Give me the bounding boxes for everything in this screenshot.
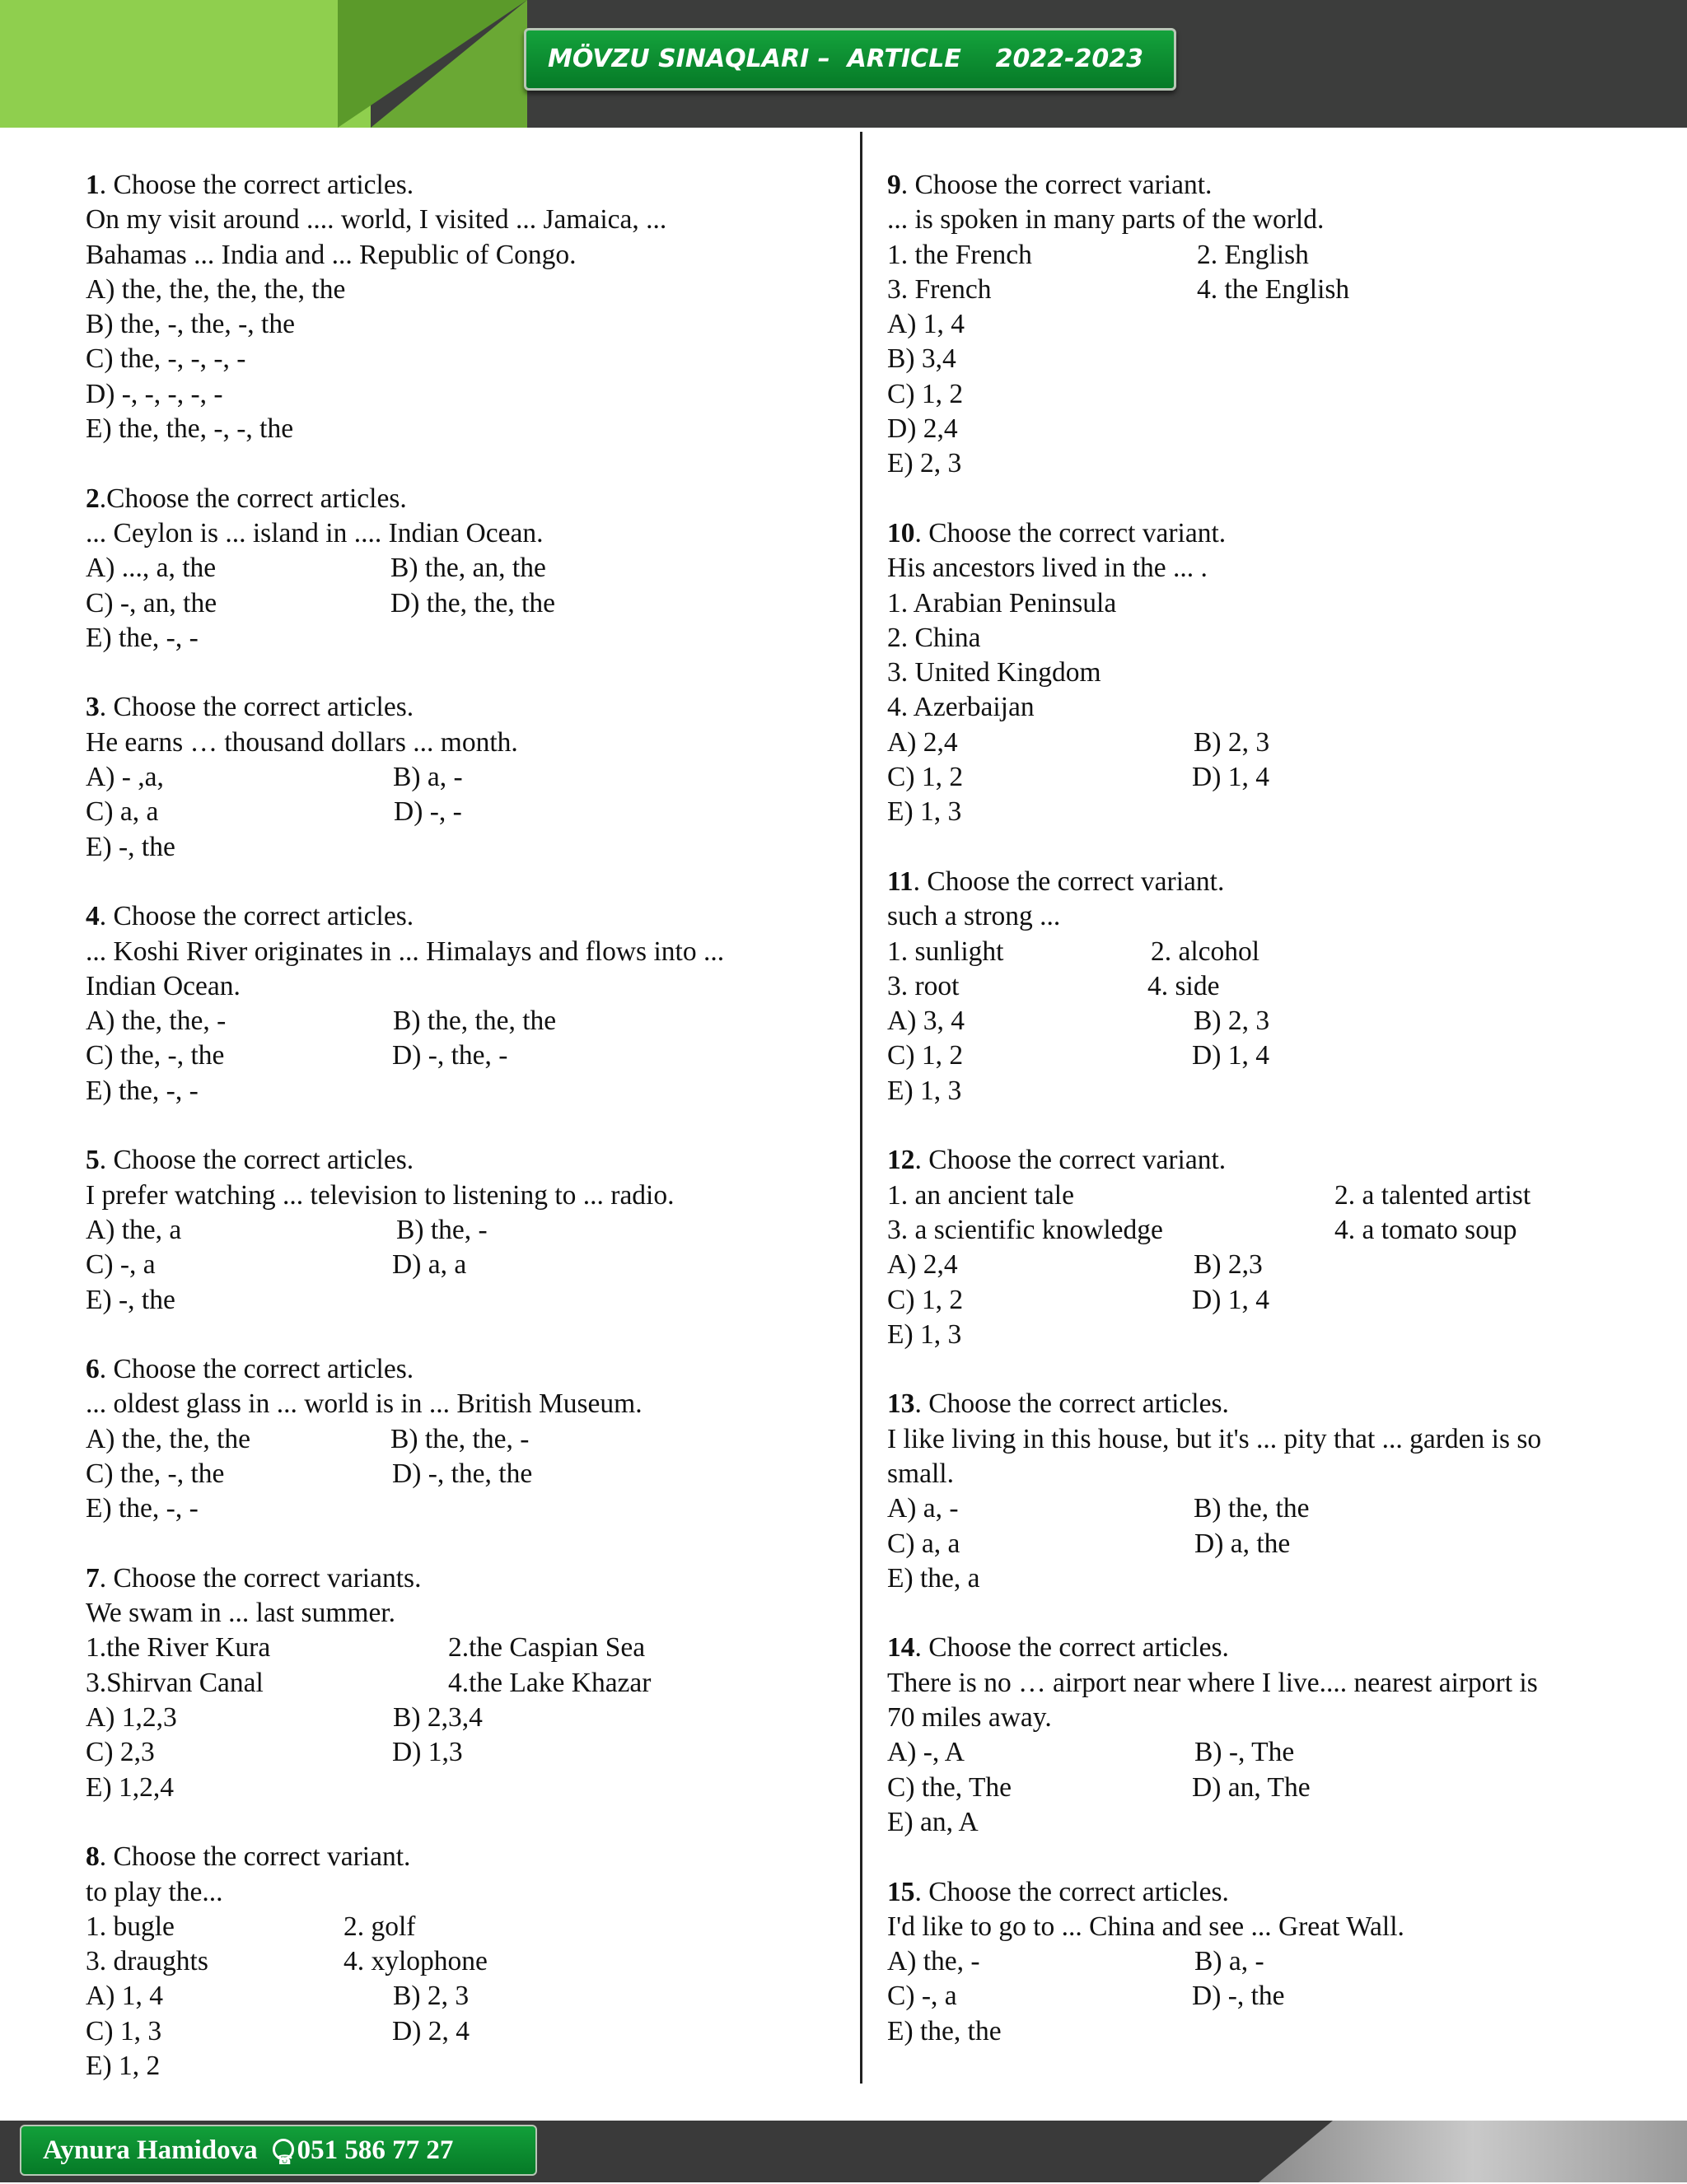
option-right: D) -, the [1192,1981,1285,2012]
option-right: D) 2, 4 [392,2015,470,2046]
option-pair [86,551,852,586]
option-right: B) -, The [1194,1737,1295,1768]
option-right: B) 2,3,4 [393,1702,483,1734]
option-right: B) 2, 3 [1194,726,1270,758]
question-line: E) 2, 3 [887,448,962,479]
option-left: 3.Shirvan Canal [86,1667,264,1698]
option-left: 1. bugle [86,1911,175,1942]
question-prompt [86,1840,852,1874]
question-prompt [887,1143,1653,1178]
option-pair [86,1038,852,1073]
question-instruction: . Choose the correct articles. [99,692,414,723]
option-right: B) the, the, the [393,1006,557,1037]
header-green-triangle-mid [371,0,527,128]
question-line: E) an, A [887,1806,979,1837]
question-prompt [86,1561,852,1596]
option-left: A) the, the, - [86,1006,227,1037]
option-left: A) - ,a, [86,762,164,793]
question-line: I prefer watching ... television to listening to ... radio. [86,1179,675,1211]
question-line: E) 1,2,4 [86,1771,174,1803]
question-instruction: . Choose the correct variant. [913,866,1225,897]
option-pair [887,1944,1653,1979]
option-pair [86,1457,852,1491]
option-left: C) 2,3 [86,1737,155,1768]
option-left: 1. an ancient tale [887,1179,1074,1211]
author-phone: 051 586 77 27 [297,2135,454,2165]
question-number: 8 [86,1841,100,1873]
option-left: 1.the River Kura [86,1632,271,1664]
question-instruction: . Choose the correct articles. [99,1354,414,1385]
question-line: I like living in this house, but it's ... pity that ... garden is so [887,1423,1542,1454]
option-left: 3. French [887,273,992,305]
question-line: E) 1, 2 [86,2051,161,2082]
option-right: 4. a tomato soup [1334,1214,1517,1245]
question-instruction: . Choose the correct articles. [99,170,414,200]
question-prompt [887,1387,1653,1421]
question-number: 9 [887,170,901,200]
option-right: 4. side [1147,970,1220,1001]
question-line: E) -, the [86,1284,175,1315]
option-left: A) the, a [86,1214,182,1245]
question-5 [86,1143,852,1317]
question-line: D) -, -, -, -, - [86,378,223,409]
question-instruction: . Choose the correct articles. [914,1632,1229,1664]
question-line: B) the, -, the, -, the [86,309,295,340]
option-pair [887,726,1653,760]
option-right: D) a, a [392,1249,467,1281]
question-prompt [86,899,852,934]
option-left: A) ..., a, the [86,553,217,584]
question-number: 10 [887,517,915,548]
option-pair [887,238,1653,273]
question-line: E) the, -, - [86,1075,199,1106]
column-divider [860,132,862,2084]
question-13 [887,1387,1653,1596]
question-line: E) the, the, -, -, the [86,413,294,445]
option-left: A) 3, 4 [887,1006,965,1037]
option-right: D) a, the [1194,1528,1291,1559]
question-line: E) 1, 3 [887,1075,962,1106]
option-pair [86,760,852,795]
question-7 [86,1561,852,1805]
question-number: 13 [887,1388,915,1420]
option-pair [86,1631,852,1665]
option-right: B) 2,3 [1194,1249,1263,1281]
option-right: B) the, the [1194,1493,1310,1524]
question-line: Indian Ocean. [86,970,241,1001]
question-line: small. [887,1458,954,1489]
option-pair [86,2014,852,2049]
option-pair [86,1701,852,1735]
option-pair [887,1004,1653,1038]
question-line: E) -, the [86,831,175,862]
option-right: 4. xylophone [343,1946,488,1977]
question-line: E) 1, 3 [887,796,962,828]
question-line: D) 2,4 [887,413,958,445]
option-pair [887,1038,1653,1073]
question-line: ... oldest glass in ... world is in ... British Museum. [86,1388,643,1420]
option-left: A) -, A [887,1737,965,1768]
option-right: B) the, - [396,1214,488,1245]
option-right: 2. English [1197,239,1309,270]
option-left: C) 1, 2 [887,1040,964,1071]
option-left: C) -, a [86,1249,156,1281]
option-left: A) the, the, the [86,1423,251,1454]
option-pair [86,1213,852,1248]
question-instruction: . Choose the correct variants. [99,1562,422,1594]
question-instruction: . Choose the correct variant. [99,1841,411,1873]
question-line: I'd like to go to ... China and see ... Great Wall. [887,1911,1404,1942]
question-instruction: . Choose the correct articles. [914,1876,1229,1907]
question-number: 14 [887,1632,915,1664]
question-number: 3 [86,692,100,723]
option-pair [887,969,1653,1004]
option-left: 3. a scientific knowledge [887,1214,1163,1245]
question-line: E) 1, 3 [887,1318,962,1350]
option-left: 1. the French [887,239,1032,270]
option-right: B) the, an, the [390,553,546,584]
author-name: Aynura Hamidova [43,2135,258,2165]
option-left: C) a, a [887,1528,960,1559]
option-left: 3. root [887,970,960,1001]
question-instruction: .Choose the correct articles. [99,483,407,514]
question-number: 2 [86,483,100,514]
option-pair [86,1422,852,1457]
option-right: D) 1,3 [392,1737,463,1768]
option-left: A) 1,2,3 [86,1702,177,1734]
question-prompt [887,1631,1653,1665]
question-line: E) the, the [887,2015,1002,2046]
question-prompt [86,482,852,516]
option-right: D) 1, 4 [1192,762,1269,793]
question-10 [887,516,1653,830]
option-pair [887,1735,1653,1770]
question-line: to play the... [86,1876,223,1907]
footer-gray-band [1259,2121,1687,2182]
question-prompt [86,1352,852,1387]
option-pair [86,1666,852,1701]
whatsapp-icon [273,2139,294,2160]
question-line: E) the, a [887,1562,980,1594]
question-15 [887,1875,1653,2049]
option-right: D) an, The [1192,1771,1311,1803]
option-left: A) a, - [887,1493,959,1524]
question-line: There is no … airport near where I live.... nearest airport is [887,1667,1538,1698]
question-line: such a strong ... [887,901,1061,932]
question-prompt [86,1143,852,1178]
option-pair [887,1178,1653,1213]
option-right: B) a, - [393,762,463,793]
question-prompt [86,168,852,203]
option-left: 3. draughts [86,1946,208,1977]
question-3 [86,690,852,864]
question-prompt [887,1875,1653,1910]
option-pair [887,1213,1653,1248]
question-line: Bahamas ... India and ... Republic of Congo. [86,239,577,270]
option-pair [887,1527,1653,1561]
option-right: D) 1, 4 [1192,1284,1269,1315]
option-pair [887,1771,1653,1805]
option-left: C) the, The [887,1771,1012,1803]
option-left: C) the, -, the [86,1458,225,1489]
option-left: C) the, -, the [86,1040,225,1071]
option-right: 2.the Caspian Sea [448,1632,646,1664]
option-pair [887,1283,1653,1318]
right-column [887,168,1653,2084]
question-number: 6 [86,1354,100,1385]
question-instruction: . Choose the correct variant. [914,517,1227,548]
option-right: D) the, the, the [390,587,556,618]
question-line: 4. Azerbaijan [887,692,1035,723]
option-right: B) 2, 3 [1194,1006,1270,1037]
question-prompt [887,516,1653,551]
option-right: B) a, - [1194,1946,1264,1977]
option-left: C) a, a [86,796,159,828]
left-column [86,168,852,2119]
option-pair [86,795,852,829]
question-14 [887,1631,1653,1840]
option-pair [86,1979,852,2014]
option-pair [887,1491,1653,1526]
question-4 [86,899,852,1108]
option-right: B) 2, 3 [393,1981,470,2012]
question-9 [887,168,1653,482]
option-left: C) -, a [887,1981,957,2012]
question-prompt [887,168,1653,203]
option-pair [887,273,1653,307]
question-line: ... Koshi River originates in ... Himalays and flows into ... [86,936,725,967]
question-1 [86,168,852,446]
option-right: B) the, the, - [390,1423,530,1454]
option-right: 2. golf [343,1911,416,1942]
option-left: C) 1, 2 [887,1284,964,1315]
option-right: D) -, the, the [392,1458,533,1489]
question-line: E) the, -, - [86,1493,199,1524]
option-right: 2. alcohol [1151,936,1260,967]
question-prompt [86,690,852,725]
question-2 [86,482,852,656]
question-line: He earns … thousand dollars ... month. [86,726,518,758]
question-instruction: . Choose the correct variant. [900,170,1213,200]
question-line: 3. United Kingdom [887,657,1101,688]
question-instruction: . Choose the correct variant. [914,1145,1227,1176]
question-instruction: . Choose the correct articles. [914,1388,1229,1420]
question-line: His ancestors lived in the ... . [887,553,1208,584]
question-number: 15 [887,1876,915,1907]
question-number: 4 [86,901,100,932]
question-line: A) 1, 4 [887,309,965,340]
option-right: 4. the English [1197,273,1350,305]
question-8 [86,1840,852,2084]
option-left: C) -, an, the [86,587,217,618]
question-number: 12 [887,1145,915,1176]
option-right: D) 1, 4 [1192,1040,1269,1071]
option-right: D) -, - [394,796,462,828]
question-line: B) 3,4 [887,343,956,375]
question-number: 1 [86,170,100,200]
question-line: 1. Arabian Peninsula [887,587,1117,618]
option-right: 4.the Lake Khazar [448,1667,652,1698]
question-line: C) 1, 2 [887,378,964,409]
header-green-block [0,0,371,128]
question-prompt [887,865,1653,899]
question-number: 5 [86,1145,100,1176]
option-pair [887,1979,1653,2014]
question-number: 7 [86,1562,100,1594]
question-12 [887,1143,1653,1352]
option-pair [887,1248,1653,1282]
option-left: A) 2,4 [887,726,958,758]
author-badge [20,2125,537,2176]
question-number: 11 [887,866,914,897]
option-pair [86,1944,852,1979]
option-pair [86,586,852,621]
page-title: MÖVZU SINAQLARI – ARTICLE 2022-2023 [524,28,1176,91]
question-6 [86,1352,852,1526]
question-line: ... is spoken in many parts of the world. [887,204,1325,236]
question-line: 2. China [887,622,981,653]
option-right: D) -, the, - [392,1040,508,1071]
question-line: E) the, -, - [86,622,199,653]
option-left: A) 1, 4 [86,1981,163,2012]
option-pair [86,1248,852,1282]
option-left: C) 1, 2 [887,762,964,793]
option-left: A) 2,4 [887,1249,958,1281]
question-line: A) the, the, the, the, the [86,273,346,305]
option-left: 1. sunlight [887,936,1004,967]
option-pair [887,935,1653,969]
question-instruction: . Choose the correct articles. [99,1145,414,1176]
option-pair [86,1910,852,1944]
question-line: 70 miles away. [887,1702,1052,1734]
question-instruction: . Choose the correct articles. [99,901,414,932]
option-pair [86,1735,852,1770]
option-pair [86,1004,852,1038]
question-line: We swam in ... last summer. [86,1598,395,1629]
option-right: 2. a talented artist [1334,1179,1531,1211]
question-line: C) the, -, -, -, - [86,343,246,375]
option-left: C) 1, 3 [86,2015,162,2046]
question-11 [887,865,1653,1108]
question-line: On my visit around .... world, I visited ... Jamaica, ... [86,204,667,236]
option-left: A) the, - [887,1946,980,1977]
question-line: ... Ceylon is ... island in .... Indian Ocean. [86,517,544,548]
option-pair [887,760,1653,795]
